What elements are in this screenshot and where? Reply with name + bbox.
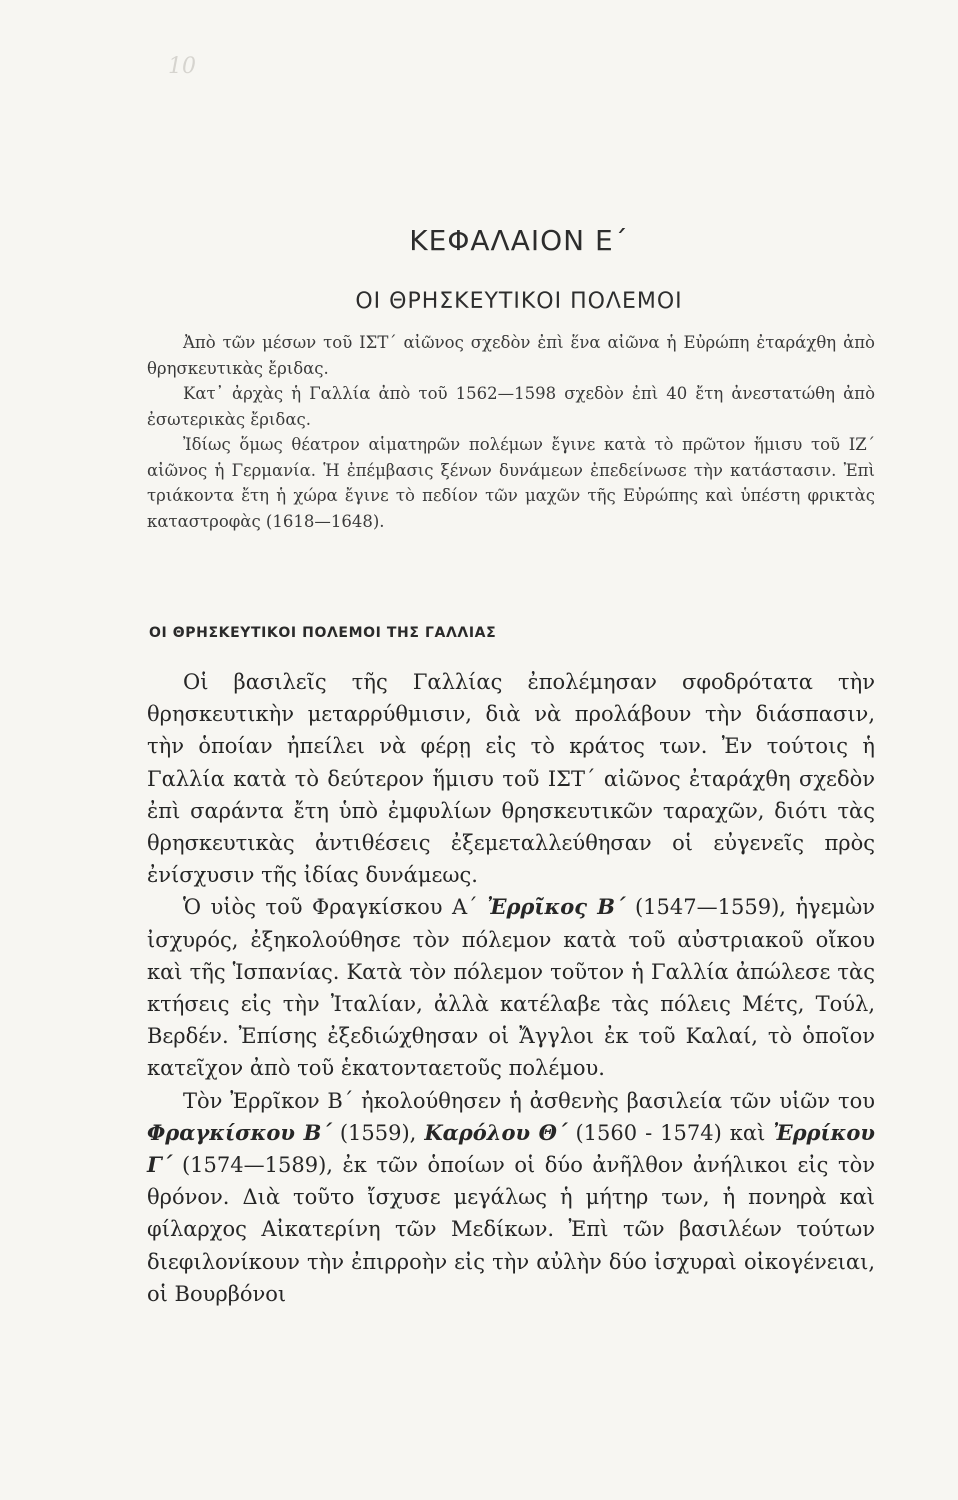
intro-paragraph: Ἀπὸ τῶν μέσων τοῦ ΙΣΤ΄ αἰῶνος σχεδὸν ἐπὶ ἕνα αἰῶνα ἡ Εὐρώπη ἐταράχθη ἀπὸ θρησκευτικὰς ἔριδας. [147,333,875,378]
page-number: 10 [168,54,196,79]
text-run: (1547—1559), ἡγεμὼν ἰσχυρός, ἐξηκολούθησε τὸν πόλεμον κατὰ τοῦ αὐστριακοῦ οἴκου καὶ τῆς Ἱσπανίας. Κατὰ τὸν πόλεμον τοῦτον ἡ Γαλλία ἀπώλεσε τὰς κτήσεις εἰς τὴν Ἰταλίαν, ἀλλὰ κατέλαβε τὰς πόλεις Μέτς, Τούλ, Βερδέν. Ἐπίσης ἐξεδιώχθησαν οἱ Ἄγγλοι ἐκ τοῦ Καλαί, τὸ ὁποῖον κατεῖχον ἀπὸ τοῦ ἑκατονταετοῦς πολέμου. [147,895,875,1081]
text-run: Ὁ υἱὸς τοῦ Φραγκίσκου Α΄ [183,895,488,920]
king-name: Ἐρρίκου Γ΄ [147,1119,875,1178]
text-run: Τὸν Ἐρρῖκον Β΄ ἠκολούθησεν ἡ ἀσθενὴς βασιλεία τῶν υἱῶν του [183,1088,875,1113]
chapter-subtitle: ΟΙ ΘΡΗΣΚΕΥΤΙΚΟΙ ΠΟΛΕΜΟΙ [355,289,683,314]
king-name: Ἐρρῖκος Β΄ [487,894,626,920]
body-paragraph [147,891,875,1084]
king-name: Καρόλου Θ΄ [424,1119,568,1145]
text-run: (1559), [331,1120,425,1145]
body-paragraph [147,1085,875,1310]
body-paragraph: Οἱ βασιλεῖς τῆς Γαλλίας ἐπολέμησαν σφοδρότατα τὴν θρησκευτικὴν μεταρρύθμισιν, διὰ νὰ προλάβουν τὴν διάσπασιν, τὴν ὁποίαν ἠπείλει νὰ φέρῃ εἰς τὸ κράτος των. Ἐν τούτοις ἡ Γαλλία κατὰ τὸ δεύτερον ἥμισυ τοῦ ΙΣΤ΄ αἰῶνος ἐταράχθη σχεδὸν ἐπὶ σαράντα ἔτη ὑπὸ ἐμφυλίων θρησκευτικῶν ταραχῶν, διότι τὰς θρησκευτικὰς ἀντιθέσεις ἐξεμεταλλεύθησαν οἱ εὐγενεῖς πρὸς ἐνίσχυσιν τῆς ἰδίας δυνάμεως. [147,670,875,888]
intro-paragraph: Κατ᾽ ἀρχὰς ἡ Γαλλία ἀπὸ τοῦ 1562—1598 σχεδὸν ἐπὶ 40 ἔτη ἀνεστατώθη ἀπὸ ἐσωτερικὰς ἔριδας. [147,384,875,429]
section-body [147,666,875,1310]
section-heading: ΟΙ ΘΡΗΣΚΕΥΤΙΚΟΙ ΠΟΛΕΜΟΙ ΤΗΣ ΓΑΛΛΙΑΣ [149,625,497,641]
intro-paragraph: Ἰδίως ὅμως θέατρον αἱματηρῶν πολέμων ἔγινε κατὰ τὸ πρῶτον ἥμισυ τοῦ ΙΖ΄ αἰῶνος ἡ Γερμανία. Ἡ ἐπέμβασις ξένων δυνάμεων ἐπεδείνωσε τὴν κατάστασιν. Ἐπὶ τριάκοντα ἔτη ἡ χώρα ἔγινε τὸ πεδίον τῶν μαχῶν τῆς Εὐρώπης καὶ ὑπέστη φρικτὰς καταστροφὰς (1618—1648). [147,435,875,531]
chapter-title: ΚΕΦΑΛΑΙΟΝ Ε΄ [409,224,629,257]
text-run: (1574—1589), ἐκ τῶν ὁποίων οἱ δύο ἀνῆλθον ἀνήλικοι εἰς τὸν θρόνον. Διὰ τοῦτο ἴσχυσε μεγάλως ἡ μήτηρ των, ἡ πονηρὰ καὶ φίλαρχος Αἰκατερίνη τῶν Μεδίκων. Ἐπὶ τῶν βασιλέων τούτων διεφιλονίκουν τὴν ἐπιρροὴν εἰς τὴν αὐλὴν δύο ἰσχυραὶ οἰκογένειαι, οἱ Βουρβόνοι [147,1153,875,1306]
chapter-intro [147,330,875,534]
king-name: Φραγκίσκου Β΄ [147,1119,332,1145]
text-run: (1560 - 1574) καὶ [567,1120,774,1145]
